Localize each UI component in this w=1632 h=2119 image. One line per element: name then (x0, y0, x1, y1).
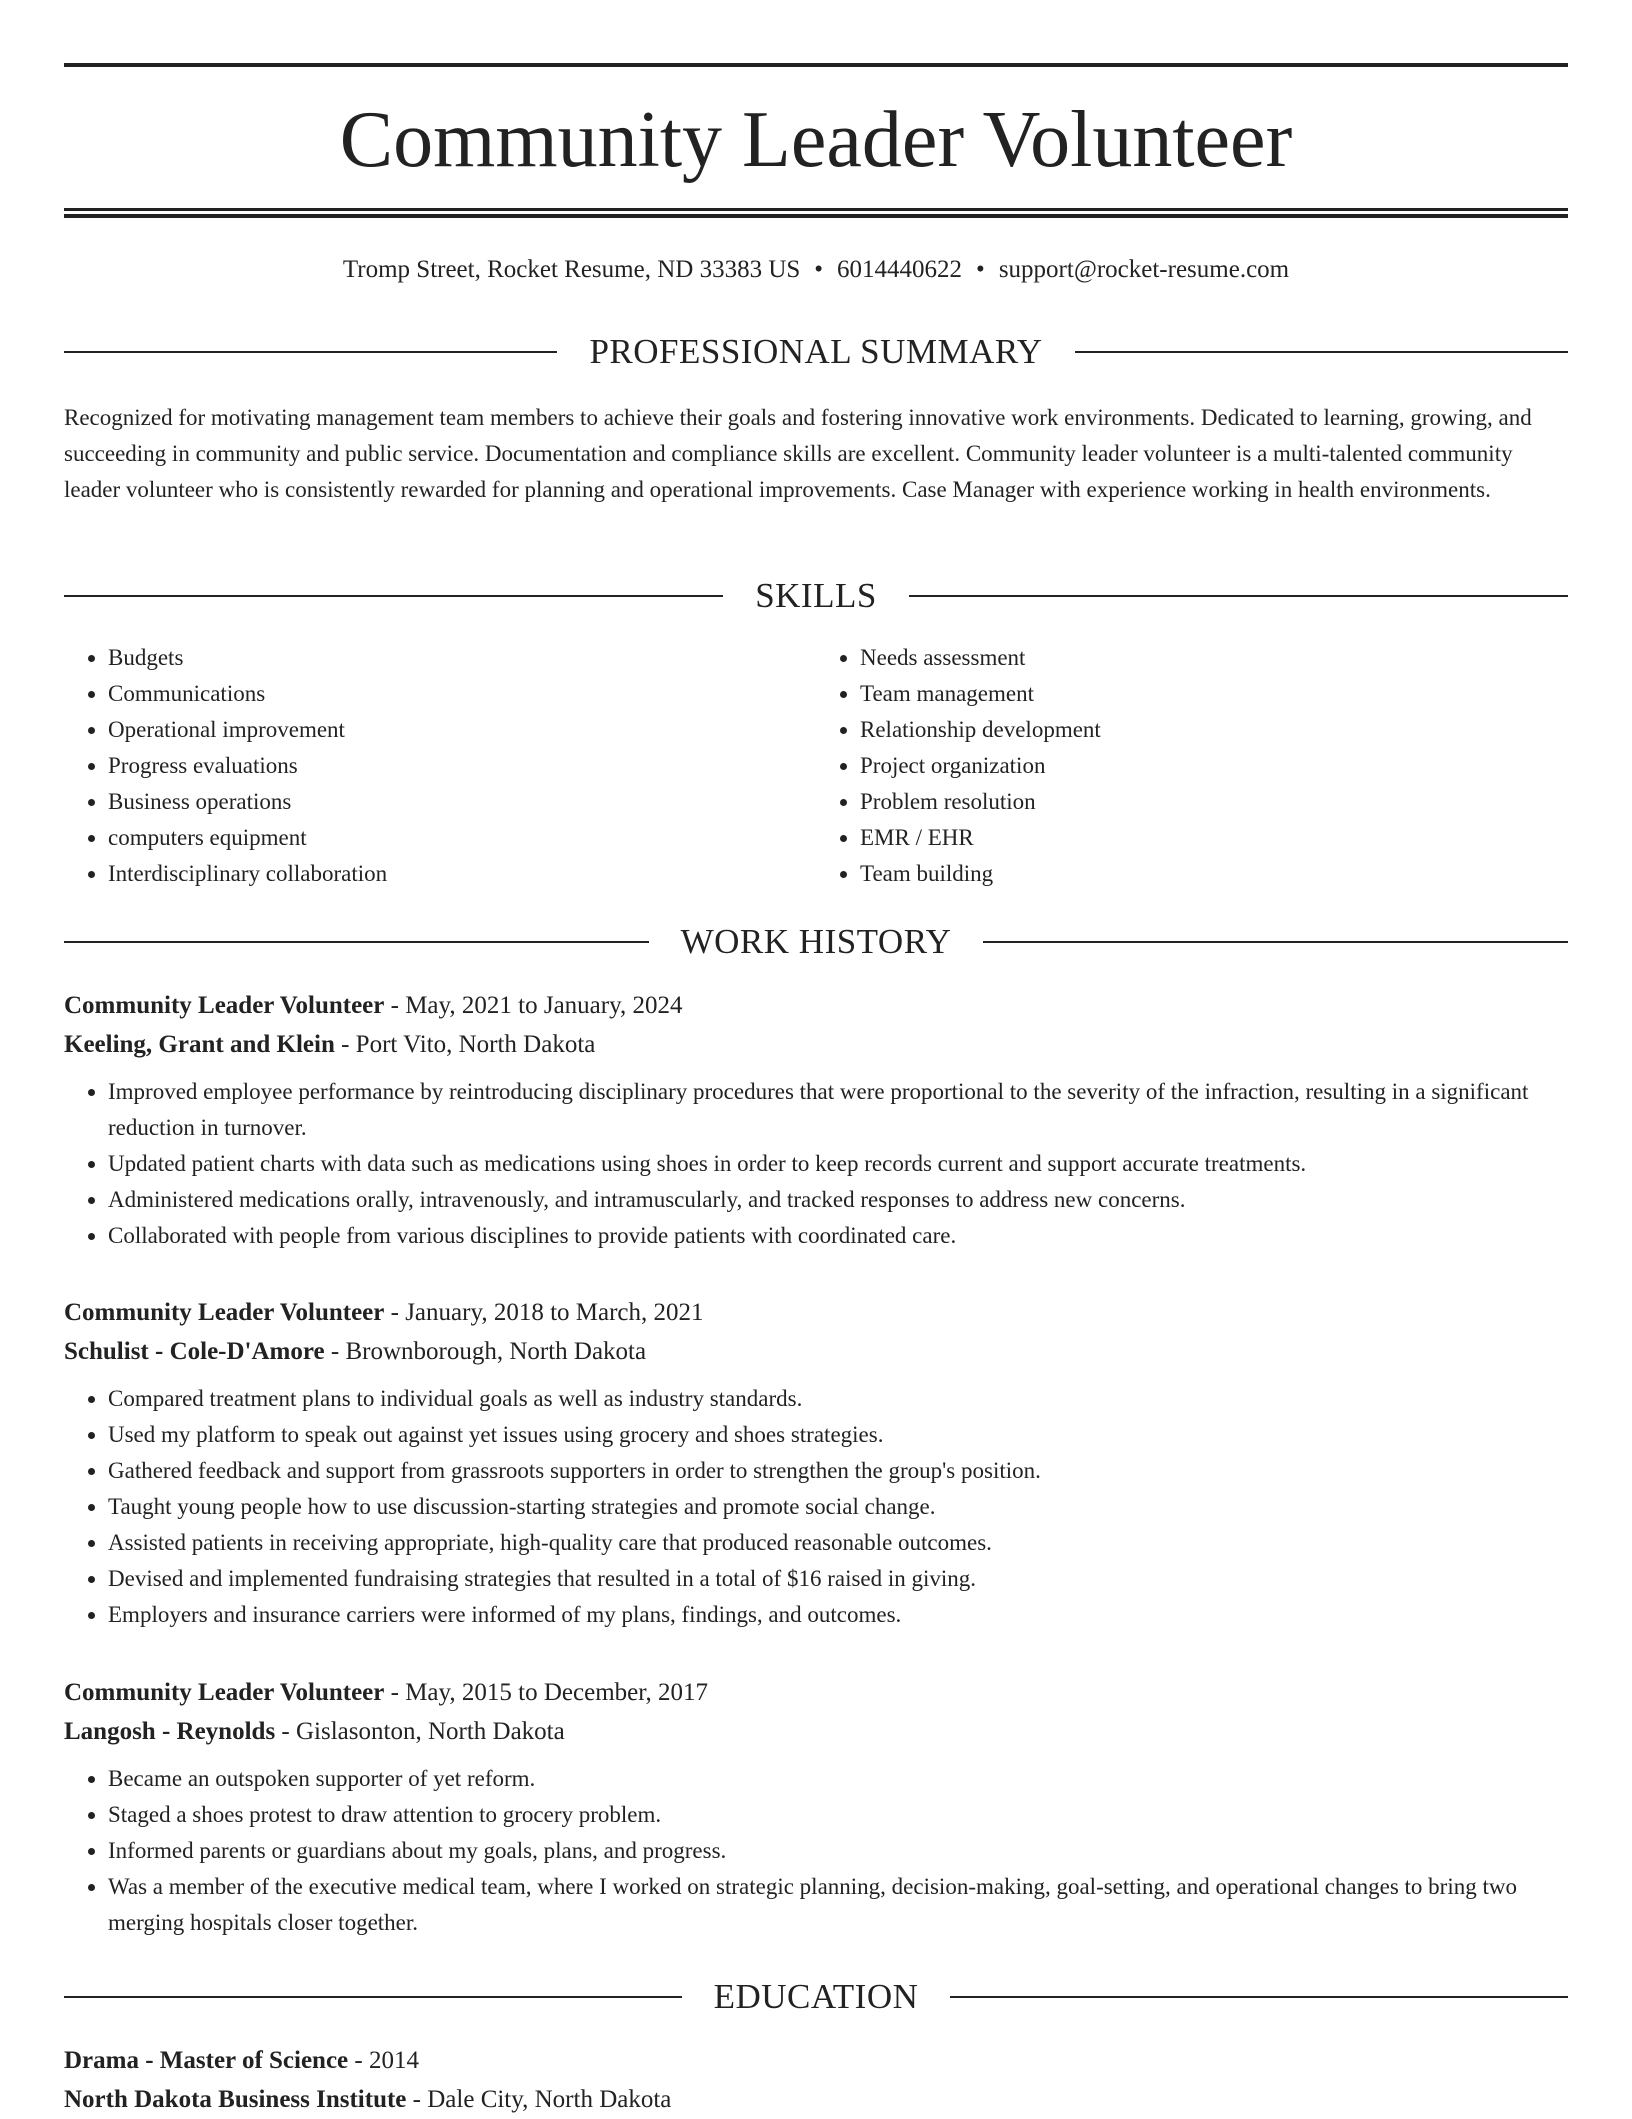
work-heading-label: WORK HISTORY (680, 922, 952, 961)
job-bullet: • Collaborated with people from various disciplines to provide patients with coordinated care. (108, 1218, 1568, 1254)
skills-list (64, 640, 1568, 892)
skills-heading (64, 574, 1568, 618)
education-heading (64, 1975, 1568, 2019)
job-location: - Port Vito, North Dakota (334, 1031, 596, 1058)
education-degree: Drama - Master of Science (64, 2047, 349, 2074)
skills-column-right (816, 640, 1568, 892)
heading-rule (909, 595, 1568, 597)
contact-separator: • (976, 256, 985, 283)
heading-rule (64, 941, 649, 943)
job-location: - Brownborough, North Dakota (324, 1338, 647, 1365)
job-bullet: • Updated patient charts with data such as medications using shoes in order to keep records current and support accurate treatments. (108, 1146, 1568, 1182)
job-entry (64, 1673, 1568, 1941)
job-location: - Gislasonton, North Dakota (275, 1718, 565, 1745)
job-bullet: • Compared treatment plans to individual goals as well as industry standards. (108, 1381, 1568, 1417)
skill-item: • Problem resolution (860, 784, 1568, 820)
job-company: Keeling, Grant and Klein (64, 1031, 335, 1058)
skill-item: • Team building (860, 856, 1568, 892)
skill-item: • Budgets (108, 640, 816, 676)
summary-heading (64, 330, 1568, 374)
job-bullets (64, 1074, 1568, 1254)
heading-rule (64, 595, 723, 597)
job-bullet: • Staged a shoes protest to draw attention to grocery problem. (108, 1797, 1568, 1833)
heading-rule (64, 351, 557, 353)
job-bullet: • Taught young people how to use discussion-starting strategies and promote social change. (108, 1489, 1568, 1525)
job-bullet: • Informed parents or guardians about my goals, plans, and progress. (108, 1833, 1568, 1869)
job-title-line (64, 986, 1568, 1025)
education-school-line (64, 2080, 1568, 2119)
job-bullet: • Administered medications orally, intravenously, and intramuscularly, and tracked responses to address new concerns. (108, 1182, 1568, 1218)
job-bullet: • Was a member of the executive medical team, where I worked on strategic planning, decision-making, goal-setting, and operational changes to bring two merging hospitals closer together. (108, 1869, 1568, 1941)
education-location: - Dale City, North Dakota (406, 2086, 672, 2113)
job-dates: - January, 2018 to March, 2021 (384, 1299, 704, 1326)
job-bullet: • Gathered feedback and support from grassroots supporters in order to strengthen the group's position. (108, 1453, 1568, 1489)
job-bullet: • Improved employee performance by reintroducing disciplinary procedures that were proportional to the severity of the infraction, resulting in a significant reduction in turnover. (108, 1074, 1568, 1146)
education-heading-label: EDUCATION (713, 1977, 919, 2016)
job-entry (64, 986, 1568, 1254)
summary-text: Recognized for motivating management team members to achieve their goals and fostering innovative work environments. Dedicated to learning, growing, and succeeding in community and public service. Documentation and compliance skills are excellent. Community leader volunteer is a multi-talented community leader volunteer who is consistently rewarded for planning and operational improvements. Case Manager with experience working in health environments. (64, 405, 1532, 502)
job-bullet: • Became an outspoken supporter of yet reform. (108, 1761, 1568, 1797)
job-dates: - May, 2015 to December, 2017 (384, 1679, 709, 1706)
job-company-line (64, 1712, 1568, 1751)
job-company-line (64, 1025, 1568, 1064)
skill-item: • Relationship development (860, 712, 1568, 748)
job-company: Schulist - Cole-D'Amore (64, 1338, 325, 1365)
heading-rule (1075, 351, 1568, 353)
job-bullets (64, 1761, 1568, 1941)
skills-heading-label: SKILLS (755, 576, 877, 615)
skill-item: • Progress evaluations (108, 748, 816, 784)
work-heading (64, 920, 1568, 964)
skill-item: • Team management (860, 676, 1568, 712)
skill-item: • Project organization (860, 748, 1568, 784)
job-bullet: • Used my platform to speak out against yet issues using grocery and shoes strategies. (108, 1417, 1568, 1453)
title-double-rule (64, 208, 1568, 218)
contact-separator: • (814, 256, 824, 283)
job-title: Community Leader Volunteer (64, 1679, 385, 1706)
education-year: - 2014 (348, 2047, 419, 2074)
job-entry (64, 1293, 1568, 1633)
heading-rule (950, 1996, 1568, 1998)
job-title: Community Leader Volunteer (64, 992, 385, 1019)
job-title: Community Leader Volunteer (64, 1299, 385, 1326)
skill-item: • Communications (108, 676, 816, 712)
contact-phone: 6014440622 (837, 256, 963, 283)
job-bullets (64, 1381, 1568, 1633)
job-bullet: • Employers and insurance carriers were informed of my plans, findings, and outcomes. (108, 1597, 1568, 1633)
skill-item: • Operational improvement (108, 712, 816, 748)
skills-column-left (64, 640, 816, 892)
skill-item: • computers equipment (108, 820, 816, 856)
job-title-line (64, 1293, 1568, 1332)
job-company-line (64, 1332, 1568, 1371)
education-degree-line (64, 2041, 1568, 2080)
contact-address: Tromp Street, Rocket Resume, ND 33383 US (342, 256, 801, 283)
job-company: Langosh - Reynolds (64, 1718, 276, 1745)
job-bullet: • Assisted patients in receiving appropriate, high-quality care that produced reasonable outcomes. (108, 1525, 1568, 1561)
job-dates: - May, 2021 to January, 2024 (384, 992, 683, 1019)
job-title-line (64, 1673, 1568, 1712)
top-rule (64, 63, 1568, 67)
heading-rule (64, 1996, 682, 1998)
resume-title: Community Leader Volunteer (339, 96, 1293, 184)
contact-email: support@rocket-resume.com (998, 256, 1290, 283)
skill-item: • Business operations (108, 784, 816, 820)
job-bullet: • Devised and implemented fundraising strategies that resulted in a total of $16 raised in giving. (108, 1561, 1568, 1597)
skill-item: • EMR / EHR (860, 820, 1568, 856)
skill-item: • Needs assessment (860, 640, 1568, 676)
summary-heading-label: PROFESSIONAL SUMMARY (589, 332, 1043, 371)
education-school: North Dakota Business Institute (64, 2086, 407, 2113)
heading-rule (983, 941, 1568, 943)
contact-line (64, 252, 1568, 288)
skill-item: • Interdisciplinary collaboration (108, 856, 816, 892)
education-entry (64, 2041, 1568, 2119)
